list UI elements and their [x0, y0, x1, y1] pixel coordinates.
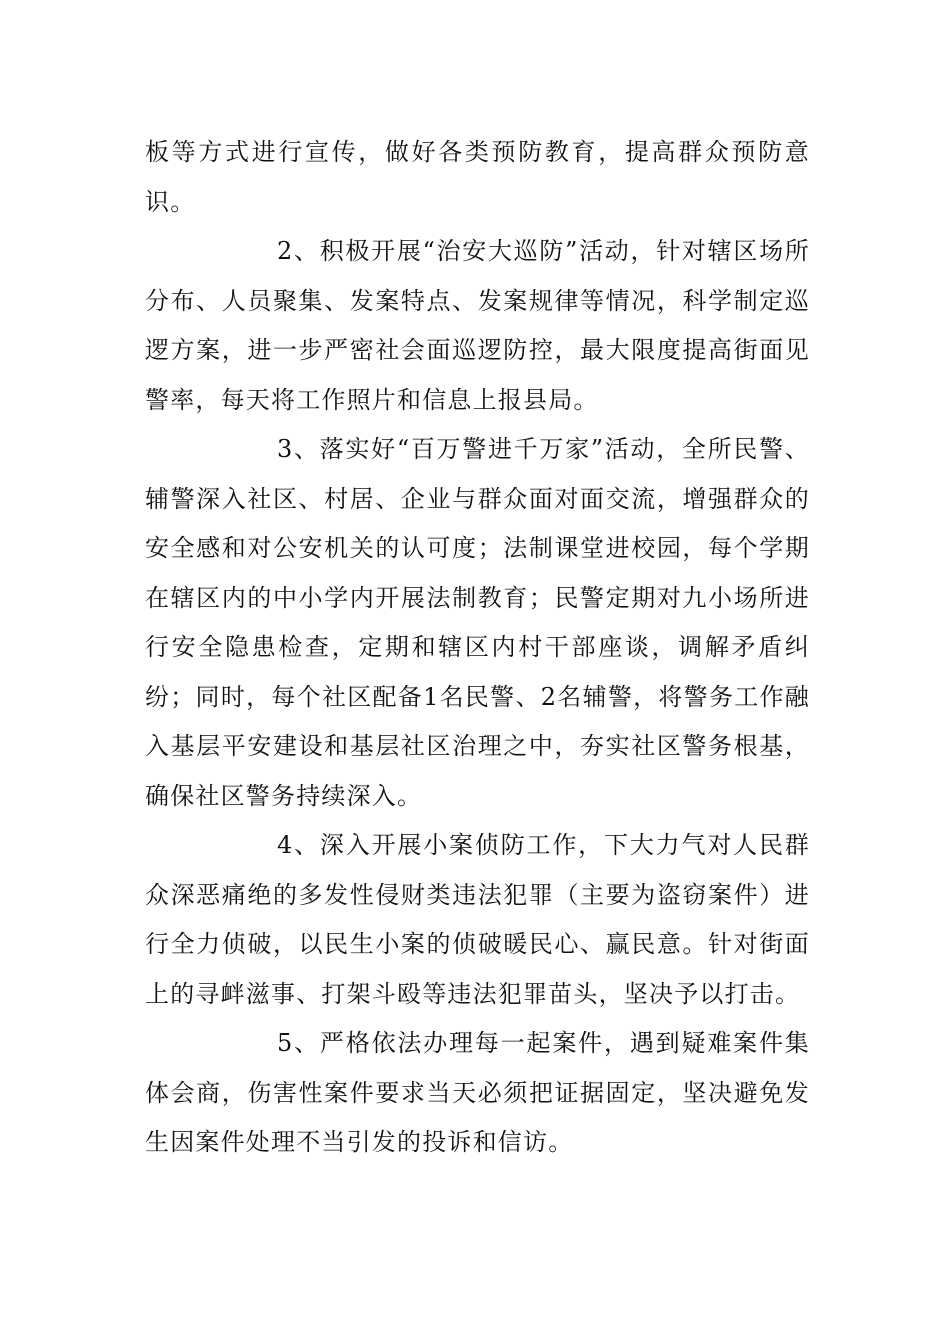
paragraph-item-2: 2、积极开展“治安大巡防”活动，针对辖区场所分布、人员聚集、发案特点、发案规律等情况，科学制定巡逻方案，进一步严密社会面巡逻防控，最大限度提高街面见警率，每天将工作照片和信息上报县局。	[145, 237, 810, 414]
paragraph-item-3: 3、落实好“百万警进千万家”活动，全所民警、辅警深入社区、村居、企业与群众面对面交流，增强群众的安全感和对公安机关的认可度；法制课堂进校园，每个学期在辖区内的中小学内开展法制教育；民警定期对九小场所进行安全隐患检查，定期和辖区内村干部座谈，调解矛盾纠纷；同时，每个社区配备1名民警、2名辅警，将警务工作融入基层平安建设和基层社区治理之中，夯实社区警务根基，确保社区警务持续深入。	[145, 435, 810, 810]
document-body	[145, 128, 810, 1168]
paragraph-continued: 板等方式进行宣传，做好各类预防教育，提高群众预防意识。	[145, 138, 810, 216]
paragraph-item-4: 4、深入开展小案侦防工作，下大力气对人民群众深恶痛绝的多发性侵财类违法犯罪（主要为盗窃案件）进行全力侦破，以民生小案的侦破暖民心、赢民意。针对街面上的寻衅滋事、打架斗殴等违法犯罪苗头，坚决予以打击。	[145, 831, 810, 1008]
paragraph-item-5: 5、严格依法办理每一起案件，遇到疑难案件集体会商，伤害性案件要求当天必须把证据固定，坚决避免发生因案件处理不当引发的投诉和信访。	[145, 1029, 810, 1156]
